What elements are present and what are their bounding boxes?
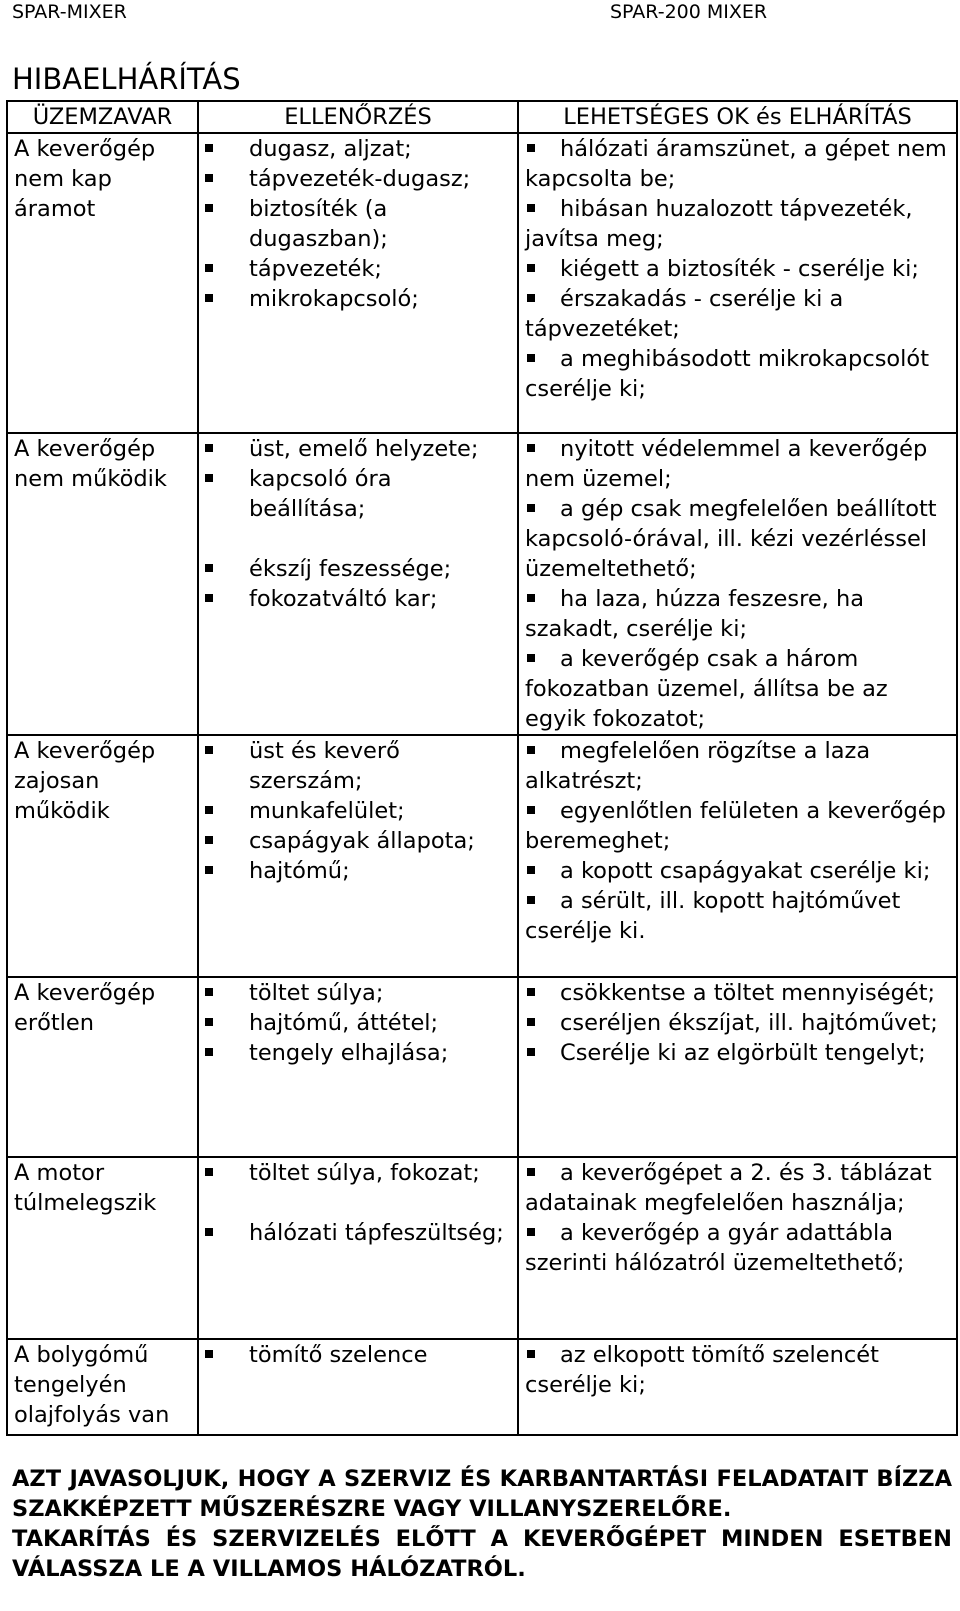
bullet-icon [205, 1228, 213, 1236]
bullet-icon [205, 1168, 213, 1176]
bullet-icon [527, 504, 535, 512]
check-item: tápvezeték-dugasz; [205, 164, 513, 194]
bullet-icon [527, 1048, 535, 1056]
bullet-icon [527, 806, 535, 814]
remedy-item: hálózati áramszünet, a gépet nem kapcsolta be; [525, 136, 947, 192]
check-item: tengely elhajlása; [205, 1038, 513, 1068]
fault-text: A keverőgép nem működik [14, 436, 167, 492]
bullet-icon [205, 594, 213, 602]
check-item: mikrokapcsoló; [205, 284, 513, 314]
bullet-icon [205, 806, 213, 814]
bullet-icon [205, 866, 213, 874]
bullet-icon [527, 746, 535, 754]
fault-text: A keverőgép erőtlen [14, 980, 156, 1036]
fault-text: A motor túlmelegszik [14, 1160, 157, 1216]
bullet-icon [205, 294, 213, 302]
remedy-item: kiégett a biztosíték - cserélje ki; [525, 254, 952, 284]
bullet-icon [527, 866, 535, 874]
remedy-cell [518, 735, 957, 977]
remedy-item: a meghibásodott mikrokapcsolót cserélje ki; [525, 346, 930, 402]
check-item: munkafelület; [205, 796, 513, 826]
bullet-icon [205, 474, 213, 482]
header-right-model: SPAR-200 MIXER [610, 1, 768, 23]
fault-cell [7, 735, 198, 977]
page-title: HIBAELHÁRÍTÁS [12, 62, 241, 96]
column-header-remedy: LEHETSÉGES OK és ELHÁRÍTÁS [518, 101, 957, 133]
table-row [7, 735, 957, 977]
check-cell [198, 977, 518, 1157]
remedy-item: nyitott védelemmel a keverőgép nem üzemel; [525, 436, 928, 492]
check-item: ékszíj feszessége; [205, 554, 513, 584]
bullet-icon [205, 174, 213, 182]
check-item: töltet súlya, fokozat; [205, 1158, 513, 1188]
bullet-icon [205, 746, 213, 754]
check-item: üst, emelő helyzete; [205, 434, 513, 464]
check-item: kapcsoló óra beállítása; [205, 464, 513, 524]
bullet-icon [205, 144, 213, 152]
remedy-cell [518, 977, 957, 1157]
fault-text: A keverőgép nem kap áramot [14, 136, 156, 222]
bullet-icon [527, 988, 535, 996]
table-row [7, 133, 957, 433]
spacer [205, 524, 513, 554]
bullet-icon [205, 836, 213, 844]
bullet-icon [205, 444, 213, 452]
remedy-item: Cserélje ki az elgörbült tengelyt; [525, 1038, 952, 1068]
column-header-fault: ÜZEMZAVAR [7, 101, 198, 133]
check-item: hálózati tápfeszültség; [205, 1218, 513, 1248]
remedy-item: megfelelően rögzítse a laza alkatrészt; [525, 738, 871, 794]
bullet-icon [527, 594, 535, 602]
check-item: tömítő szelence [205, 1340, 513, 1370]
bullet-icon [527, 204, 535, 212]
fault-text: A keverőgép zajosan működik [14, 738, 156, 824]
bullet-icon [527, 1018, 535, 1026]
check-item: hajtómű, áttétel; [205, 1008, 513, 1038]
header-left-model: SPAR-MIXER [12, 1, 127, 23]
check-item: fokozatváltó kar; [205, 584, 513, 614]
remedy-item: hibásan huzalozott tápvezeték, javítsa meg; [525, 196, 913, 252]
remedy-item: a kopott csapágyakat cserélje ki; [525, 856, 952, 886]
check-item: dugasz, aljzat; [205, 134, 513, 164]
check-item: töltet súlya; [205, 978, 513, 1008]
fault-cell [7, 433, 198, 735]
check-item: biztosíték (a dugaszban); [205, 194, 513, 254]
bullet-icon [527, 444, 535, 452]
bullet-icon [205, 1048, 213, 1056]
bullet-icon [205, 264, 213, 272]
bullet-icon [527, 1350, 535, 1358]
remedy-item: érszakadás - cserélje ki a tápvezetéket; [525, 286, 844, 342]
remedy-cell [518, 133, 957, 433]
remedy-item: a keverőgép csak a három fokozatban üzemel, állítsa be az egyik fokozatot; [525, 646, 888, 732]
bullet-icon [205, 564, 213, 572]
remedy-item: a keverőgépet a 2. és 3. táblázat adatainak megfelelően használja; [525, 1160, 932, 1216]
fault-cell [7, 1339, 198, 1435]
table-row [7, 1157, 957, 1339]
fault-cell [7, 1157, 198, 1339]
check-item: üst és keverő szerszám; [205, 736, 513, 796]
bullet-icon [527, 264, 535, 272]
remedy-cell [518, 433, 957, 735]
table-row [7, 977, 957, 1157]
bullet-icon [527, 354, 535, 362]
remedy-item: csökkentse a töltet mennyiségét; [525, 978, 952, 1008]
notice-disconnect-warning: TAKARÍTÁS ÉS SZERVIZELÉS ELŐTT A KEVERŐGÉPET MINDEN ESETBEN VÁLASSZA LE A VILLAMOS HÁLÓZATRÓL. [12, 1526, 952, 1582]
fault-cell [7, 977, 198, 1157]
bullet-icon [527, 896, 535, 904]
bullet-icon [527, 294, 535, 302]
notice-service-recommendation: AZT JAVASOLJUK, HOGY A SZERVIZ ÉS KARBANTARTÁSI FELADATAIT BÍZZA SZAKKÉPZETT MŰSZERÉSZRE VAGY VILLANYSZERELŐRE. [12, 1466, 952, 1522]
bullet-icon [205, 988, 213, 996]
check-cell [198, 1339, 518, 1435]
check-cell [198, 433, 518, 735]
remedy-cell [518, 1157, 957, 1339]
column-header-check: ELLENŐRZÉS [198, 101, 518, 133]
bullet-icon [205, 204, 213, 212]
bullet-icon [527, 654, 535, 662]
remedy-item: a sérült, ill. kopott hajtóművet cserélje ki. [525, 888, 901, 944]
check-item: csapágyak állapota; [205, 826, 513, 856]
bullet-icon [205, 1018, 213, 1026]
bullet-icon [527, 1228, 535, 1236]
check-item: tápvezeték; [205, 254, 513, 284]
check-cell [198, 1157, 518, 1339]
fault-text: A bolygómű tengelyén olajfolyás van [14, 1342, 170, 1428]
remedy-cell [518, 1339, 957, 1435]
remedy-item: egyenlőtlen felületen a keverőgép beremeghet; [525, 798, 946, 854]
remedy-item: az elkopott tömítő szelencét cserélje ki; [525, 1342, 879, 1398]
bullet-icon [527, 144, 535, 152]
table-row [7, 433, 957, 735]
remedy-item: a keverőgép a gyár adattábla szerinti hálózatról üzemeltethető; [525, 1220, 905, 1276]
table-header-row [7, 101, 957, 133]
remedy-item: a gép csak megfelelően beállított kapcsoló-órával, ill. kézi vezérléssel üzemeltethető; [525, 496, 937, 582]
bullet-icon [527, 1168, 535, 1176]
remedy-item: cseréljen ékszíjat, ill. hajtóművet; [525, 1008, 952, 1038]
bullet-icon [205, 1350, 213, 1358]
safety-notice [12, 1464, 952, 1584]
fault-cell [7, 133, 198, 433]
check-cell [198, 133, 518, 433]
check-cell [198, 735, 518, 977]
remedy-item: ha laza, húzza feszesre, ha szakadt, cserélje ki; [525, 586, 865, 642]
check-item: hajtómű; [205, 856, 513, 886]
troubleshooting-table [6, 100, 958, 1436]
table-row [7, 1339, 957, 1435]
spacer [205, 1188, 513, 1218]
